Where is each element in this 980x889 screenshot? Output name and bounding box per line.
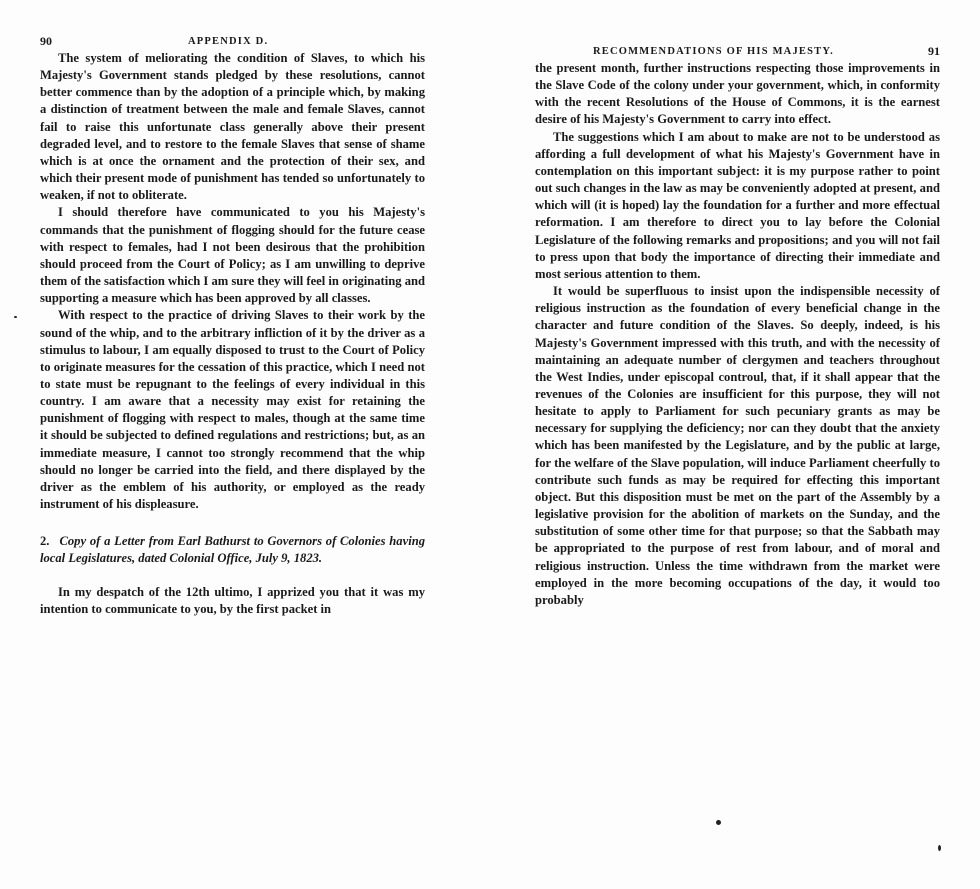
right-paragraph-3: It would be superfluous to insist upon the indispensible necessity of religious instruction as the foundation of every beneficial change in the character and future condition of the Slaves. So deeply, indeed, is his Majesty's Government impressed with this truth, and with the necessity of maintaining an adequate number of clergymen and teachers throughout the West Indies, under episcopal controul, that, if it shall appear that the revenues of the Colonies are insufficient for this purpose, they will not hesitate to apply to Parliament for such pecuniary grants as may be necessary for supplying the deficiency; nor can they doubt that the anxiety which has been manifested by the Legislature, and by the public at large, for the welfare of the Slave population, will induce Parliament cheerfully to contribute such funds as may be required for effecting this important object. But this disposition must be met on the part of the Assembly by a legislative provision for the abolition of markets on the Sunday, and the substitution of some other time for that purpose; so that the Sabbath may be appropriated to the purpose of rest from labour, and of moral and religious instruction. Unless the time withdrawn from the market were employed in the more becoming occupations of the day, it would too probably — [535, 284, 940, 607]
right-page-number: 91 — [928, 44, 940, 58]
right-paragraph-1: the present month, further instructions respecting those improvements in the Slave Code of the colony under your government, which, in conformity with the recent Resolutions of the House of Commons, it is the earnest desire of his Majesty's Government to carry into effect. — [535, 61, 940, 127]
left-page-number: 90 — [40, 34, 52, 48]
ink-speck — [938, 845, 941, 851]
left-page — [40, 34, 425, 618]
left-paragraph-3: With respect to the practice of driving Slaves to their work by the sound of the whip, and to the arbitrary infliction of it by the driver as a stimulus to labour, I am equally disposed to trust to the Court of Policy to originate measures for the cessation of this practice, which I need not to state must be repugnant to the feelings of every individual in this country. I am aware that a necessity may exist for retaining the punishment of flogging with respect to males, though at the same time it should be subjected to defined regulations and restrictions; but, as an immediate measure, I cannot too strongly recommend that the whip should no longer be carried into the field, and there displayed by the driver as the emblem of his authority, or employed as the ready instrument of his displeasure. — [40, 308, 425, 512]
left-paragraph-2: I should therefore have communicated to you his Majesty's commands that the punishment of flogging should for the future cease with respect to females, had I not been desirous that the prohibition should proceed from the Court of Policy; as I am unwilling to deprive them of the satisfaction which I am sure they will feel in originating and supporting a measure which has been approved by all classes. — [40, 205, 425, 306]
letter-heading — [40, 533, 425, 567]
letter-number: 2. — [40, 534, 50, 549]
left-running-title: APPENDIX D. — [188, 36, 269, 47]
left-paragraph-1: The system of meliorating the condition of Slaves, to which his Majesty's Government stands pledged by these resolutions, cannot better commence than by the adoption of a principle which, by making a distinction of treatment between the male and female Slaves, cannot fail to raise this unfortunate class generally above their present degraded level, and to restore to the female Slaves that sense of shame which is at once the ornament and the protection of their sex, and which their present mode of punishment has tended so unfortunately to weaken, if not to obliterate. — [40, 51, 425, 203]
right-paragraph-2: The suggestions which I am about to make are not to be understood as affording a full development of what his Majesty's Government have in contemplation on this important subject: it is my purpose rather to point out such changes in the law as may be conveniently adopted at present, and which will (it is hoped) lay the foundation for a further and more effectual reformation. I am therefore to direct you to lay before the Colonial Legislature of the following remarks and propositions; and you will not fail to press upon that body the importance of directing their immediate and most serious attention to them. — [535, 129, 940, 281]
left-running-head — [40, 34, 425, 50]
letter-opening: In my despatch of the 12th ultimo, I apprized you that it was my intention to communicate to you, by the first packet in — [40, 584, 425, 616]
right-page — [535, 44, 940, 609]
ink-speck — [14, 316, 17, 318]
letter-heading-text: Copy of a Letter from Earl Bathurst to Governors of Colonies having local Legislatures, dated Colonial Office, July 9, 1823. — [40, 534, 425, 566]
right-running-head — [535, 44, 940, 60]
ink-speck — [716, 820, 721, 825]
right-running-title: RECOMMENDATIONS OF HIS MAJESTY. — [593, 46, 835, 57]
